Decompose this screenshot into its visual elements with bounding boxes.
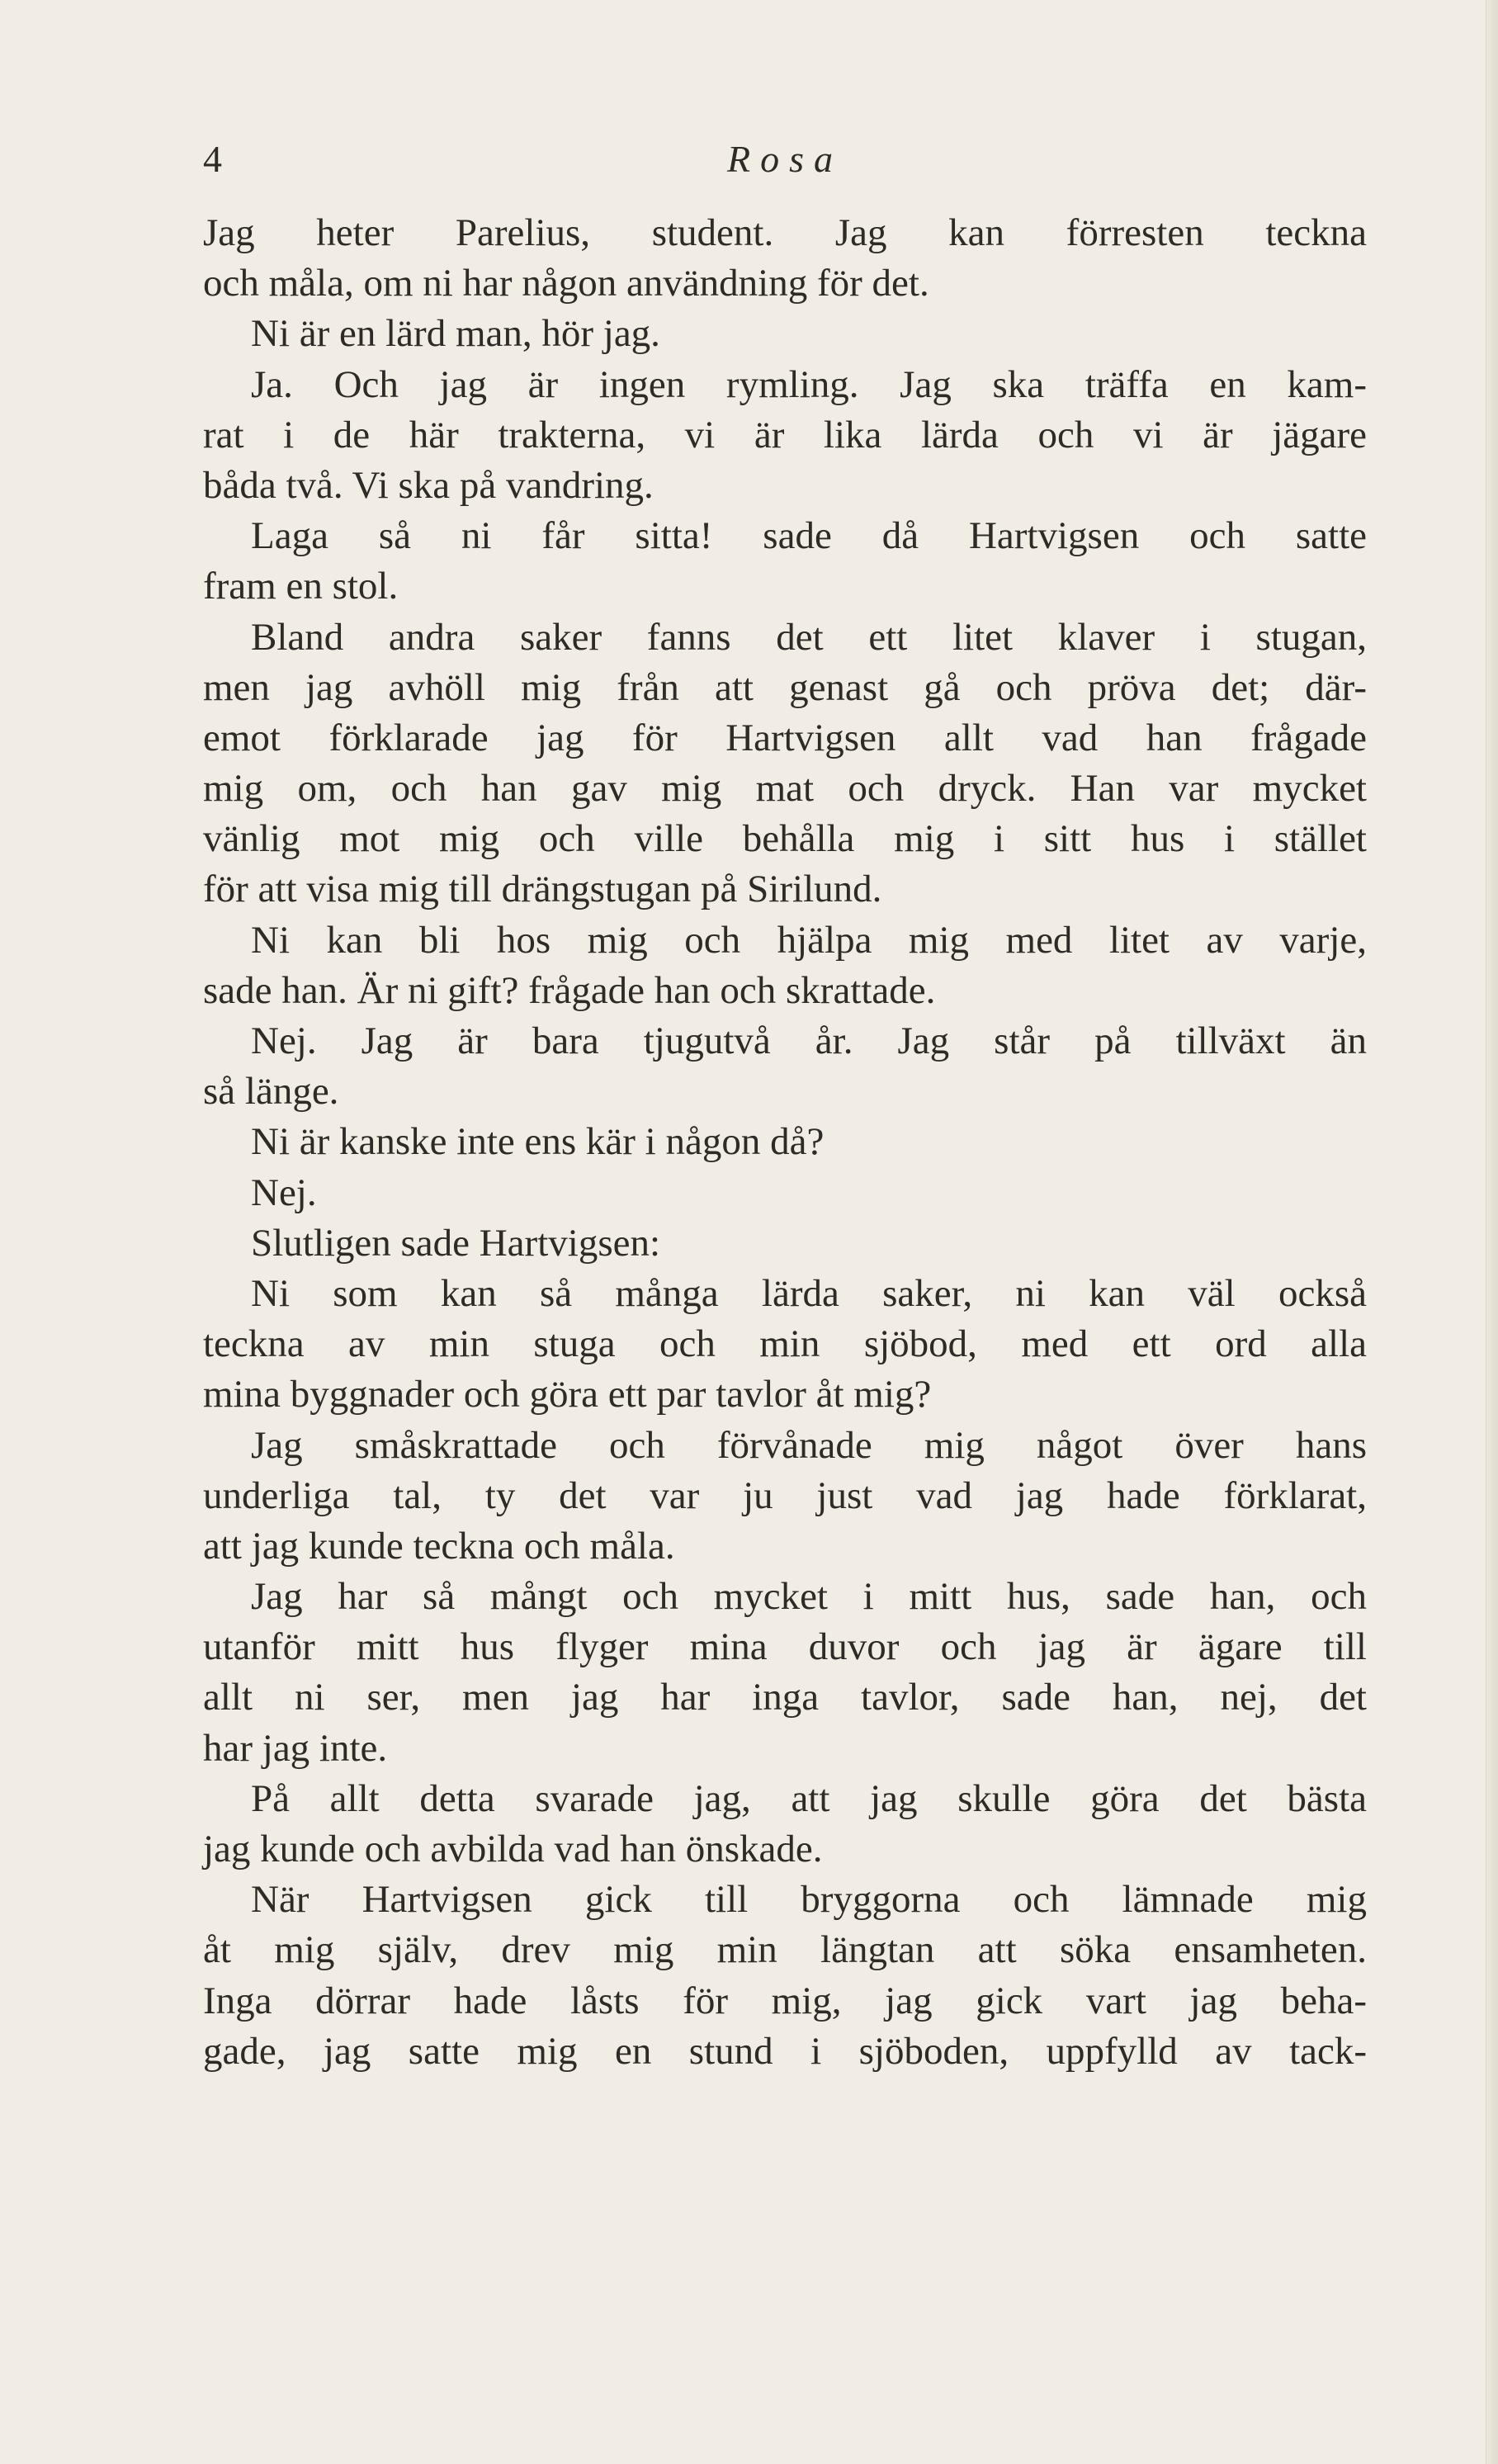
text-line: Nej. Jag är bara tjugutvå år. Jag står på tillväxt än <box>251 1019 1367 1062</box>
text-line: Jag har så mångt och mycket i mitt hus, sade han, och <box>251 1575 1367 1619</box>
page-number: 4 <box>203 138 222 180</box>
text-line: På allt detta svarade jag, att jag skulle göra det bästa <box>251 1776 1367 1820</box>
body-text <box>203 208 1367 2077</box>
text-line: Jag heter Parelius, student. Jag kan förresten teckna <box>203 211 1367 254</box>
text-line: mina byggnader och göra ett par tavlor åt mig? <box>203 1373 932 1416</box>
running-title: Rosa <box>727 138 843 180</box>
text-line: fram en stol. <box>203 565 399 608</box>
text-line: vänlig mot mig och ville behålla mig i sitt hus i stället <box>203 817 1367 861</box>
text-line: Nej. <box>251 1171 317 1214</box>
page-header <box>203 130 1367 188</box>
text-line: jag kunde och avbilda vad han önskade. <box>203 1828 823 1870</box>
text-line: att jag kunde teckna och måla. <box>203 1524 675 1568</box>
text-line: Laga så ni får sitta! sade då Hartvigsen och satte <box>251 514 1367 558</box>
text-line: Ja. Och jag är ingen rymling. Jag ska träffa en kam- <box>251 362 1367 406</box>
text-line: teckna av min stuga och min sjöbod, med ett ord alla <box>203 1322 1367 1366</box>
text-line: När Hartvigsen gick till bryggorna och lämnade mig <box>251 1878 1367 1922</box>
text-line: underliga tal, ty det var ju just vad jag hade förklarat, <box>203 1473 1367 1517</box>
text-line: Inga dörrar hade låsts för mig, jag gick vart jag beha- <box>203 1979 1367 2022</box>
text-line: Ni är kanske inte ens kär i någon då? <box>251 1120 825 1164</box>
text-line: Slutligen sade Hartvigsen: <box>251 1221 661 1265</box>
text-line: Ni kan bli hos mig och hjälpa mig med litet av varje, <box>251 918 1367 962</box>
page-edge <box>1486 0 1498 2464</box>
text-line: gade, jag satte mig en stund i sjöboden, uppfylld av tack- <box>203 2029 1367 2073</box>
text-line: Ni som kan så många lärda saker, ni kan väl också <box>251 1271 1367 1315</box>
text-line: utanför mitt hus flyger mina duvor och jag är ägare till <box>203 1625 1367 1669</box>
text-line: emot förklarade jag för Hartvigsen allt vad han frågade <box>203 716 1367 759</box>
text-line: så länge. <box>203 1070 339 1114</box>
text-line: rat i de här trakterna, vi är lika lärda och vi är jägare <box>203 413 1367 456</box>
text-line: Ni är en lärd man, hör jag. <box>251 312 660 356</box>
text-line: allt ni ser, men jag har inga tavlor, sade han, nej, det <box>203 1676 1367 1719</box>
text-line: Jag småskrattade och förvånade mig något över hans <box>251 1423 1367 1467</box>
text-line: och måla, om ni har någon användning för det. <box>203 262 929 305</box>
text-line: Bland andra saker fanns det ett litet klaver i stugan, <box>251 615 1367 659</box>
text-line: båda två. Vi ska på vandring. <box>203 463 654 507</box>
text-line: mig om, och han gav mig mat och dryck. Han var mycket <box>203 767 1367 811</box>
text-line: för att visa mig till drängstugan på Sirilund. <box>203 868 882 911</box>
text-line: men jag avhöll mig från att genast gå och pröva det; där- <box>203 665 1367 709</box>
text-line: har jag inte. <box>203 1726 388 1770</box>
text-line: åt mig själv, drev mig min längtan att söka ensamheten. <box>203 1928 1367 1972</box>
text-line: sade han. Är ni gift? frågade han och skrattade. <box>203 968 936 1012</box>
